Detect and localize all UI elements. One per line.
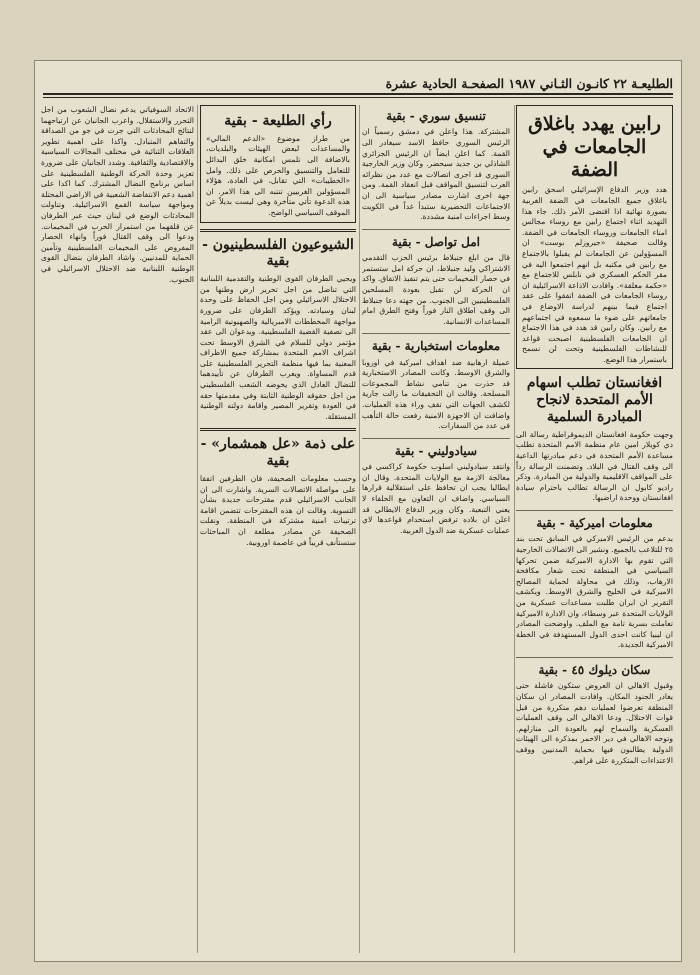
divider	[362, 333, 510, 334]
column-2	[362, 105, 510, 953]
header-rule	[43, 97, 673, 98]
continuation-body: الاتحاد السوفياتي يدعم نضال الشعوب من اجل التحرر والاستقلال. واعرب الجانبان عن ارتياحهما لنتائج المحادثات التي جرت في جو من الصداقة والتفاهم المتبادل. واكدا على اهمية تطوير العلاقات الثنائية في مختلف المجالات السياسية والاقتصادية والثقافية. وشدد الجانبان على ضرورة تعزيز وحدة الحركة الوطنية الفلسطينية على اساس برنامج النضال المشترك. كما اكدا على اهمية دعم الانتفاضة الشعبية في الاراضي المحتلة ومواجهة سياسة القمع الاسرائيلية. وتناولت المحادثات الوضع في لبنان حيث عبر الطرفان عن قلقهما من استمرار الحرب في المخيمات. ودعوا الى وقف القتال فوراً وانهاء الحصار المفروض على المخيمات الفلسطينية وتأمين الحماية للمدنيين. واشاد الطرفان بنضال القوى الوطنية اللبنانية ضد الاحتلال الاسرائيلي في الجنوب.	[41, 105, 194, 284]
communists-body: ويحيي الطرفان القوى الوطنية والتقدمية اللبنانية التي تناضل من اجل تحرير ارض وطنها من الاحتلال الاسرائيلي ومن اجل الحفاظ على وحدة لبنان وسيادته. ويؤكد الطرفان على ضرورة مواجهة المخططات الامبريالية والصهيونية الرامية الى تصفية القضية الفلسطينية. ويدعوان الى عقد مؤتمر دولي للسلام في الشرق الاوسط تحت اشراف الامم المتحدة بمشاركة جميع الاطراف المعنية بما فيها منظمة التحرير الفلسطينية على قدم المساواة. ويعرب الطرفان عن تأييدهما للنضال العادل الذي يخوضه الشعب الفلسطيني من اجل حقوقه الوطنية الثابتة وفي مقدمتها حقه في العودة وتقرير المصير واقامة دولته الوطنية المستقلة.	[200, 274, 356, 421]
amal-article	[362, 235, 510, 328]
divider	[516, 510, 673, 511]
residents-headline: سكان ديلوك ٤٥ - بقية	[538, 662, 651, 677]
spadolini-headline: سيادوليني - بقية	[394, 443, 478, 458]
lead-article	[516, 105, 673, 369]
residents-article	[516, 663, 673, 766]
editorial-headline: رأي الطليعة - بقية	[224, 113, 332, 129]
communists-article	[200, 237, 356, 423]
syria-headline: تنسيق سوري - بقية	[386, 109, 486, 123]
divider	[362, 229, 510, 230]
column-4	[41, 105, 194, 953]
us-info-body: بدعم من الرئيس الاميركي في السابق تحت بند ٢٥ للتلاعب بالجميع. ونشير الى الاتصالات الخارجية التي تقوم بها الادارة الاميركية ضمن تحركها السياسي في المنطقة تحت شعار مكافحة الارهاب، وذلك في محاولة لحماية المصالح الاميركية في الخليج والشرق الاوسط. ويكشف التقرير ان ايران طلبت مساعدات عسكرية من الولايات المتحدة عبر وسطاء، وان الادارة الاميركية تعاملت بسرية تامة مع الملف. واوضحت المصادر ان ليبيا كانت احدى الدول المستهدفة في الخطة الاميركية الجديدة.	[516, 534, 673, 650]
editorial-box	[200, 105, 356, 223]
page-header	[43, 73, 673, 95]
al-hamishmar-article	[200, 436, 356, 548]
newspaper-page	[34, 60, 682, 962]
column-divider	[514, 105, 515, 953]
divider	[200, 428, 356, 431]
afghanistan-headline: افغانستان تطلب اسهام الأمم المتحدة لانجاح المبادرة السلمية	[526, 375, 663, 426]
afghanistan-body: وجهت حكومة افغانستان الديموقراطية رسالة الى دي كويلار امين عام منظمة الامم المتحدة تطلب مساعدة الأمم المتحدة في دعم مبادرتها الداعية الى وقف القتال في البلاد. وتضمنت الرسالة رداً على المواقف الاقليمية والدولية من المبادرة. وذكر راديو كابول ان الرسالة تطالب باحترام سيادة افغانستان ووحدة اراضيها.	[516, 429, 673, 503]
us-info-article	[516, 516, 673, 651]
lead-body: هدد وزير الدفاع الإسرائيلي اسحق رابين باغلاق جميع الجامعات في الضفة الغربية بصورة نهائية اذا اقتضى الأمر ذلك. جاء هذا التهديد اثناء اجتماع رابين مع روساء مجالس امناء الجامعات وروساء الجامعات في الضفة. وقالت صحيفة «جيروزلم بوست» ان المسؤولين عن الجامعات لم يقبلوا بالاجتماع مع رابين في مكتبه بل انهم اجتمعوا اليه في مقر الحكم العسكري في نابلس للاجتماع مع «حكمة مغلقة». وافادت الاذاعة الاسرائيلية ان روساء الجامعات في الضفة اتفقوا على عقد اجتماع فيما بينهم لدراسة الاوضاع في جامعاتهم على ضوء ما سمعوه في اجتماعهم مع رابين. وكان رابين قد هدد في هذا الاجتماع ان الجامعات الفلسطينية اصبحت قواعد للنشاطات الفلسطينية وتحت لن نسمح باستمرار هذا الوضع.	[522, 185, 667, 364]
column-1	[516, 105, 673, 953]
intel-headline: معلومات استخبارية - بقية	[371, 339, 501, 354]
intel-body: عميلة ارهابية ضد اهداف اميركية في اوروبا والشرق الاوسط. وكانت المصادر الاستخبارية قد حذرت من تنامي نشاط المجموعات المسلحة. وقالت ان التحقيقات ما زالت جارية لكشف الجهات التي تقف وراء هذه العمليات. واضافت ان الاجهزة الامنية رفعت حالة التأهب في عدد من السفارات.	[362, 357, 510, 431]
divider	[200, 229, 356, 232]
residents-body: وقبول الاهالي ان العروض ستكون فاشلة حتى يغادر الجنود المكان. وافادت المصادر ان سكان المنطقة تعرضوا لعمليات دهم متكررة من قبل قوات الاحتلال. ودعا الاهالي الى وقف العمليات العسكرية والسماح لهم بالعودة الى منازلهم. وتوجه الاهالي في دير الاحمر بمذكرة الى الهيئات الدولية يطالبون فيها بحماية المدنيين ووقف الاعتداءات المتكررة على قراهم.	[516, 681, 673, 765]
amal-headline: امل تواصل - بقية	[392, 234, 480, 249]
masthead: الطليعـة ٢٢ كانـون الثـاني ١٩٨٧ الصفحـة الحادية عشرة	[385, 75, 673, 91]
editorial-body: من طراز موضوع «الدعم المالي» والمساعدات لبعض الهيئات والبلديات، بالاضافة الى تلمس امكانية خلق البدائل للتعامل والتنسيق والحرص على ذلك. وامل «الخطيبات» التي تقابل، في العادة، هؤلاء المسؤولين الغربيين تنتبه الى هذا الامر. ان هذه الدعوة تأتي متأخرة وهي ليست بديلاً عن الموقف السياسي الواضح.	[206, 133, 350, 217]
al-hamishmar-body: وحسب معلومات الصحيفة، فان الطرفين اتفقا على مواصلة الاتصالات السرية. واشارت الى ان الجانب الاسرائيلي قدم مقترحات جديدة بشأن التسوية. وقالت ان هذه المقترحات تتضمن اقامة ترتيبات امنية مشتركة في المنطقة. ونقلت الصحيفة عن مصادر مطلعة ان المباحثات ستستأنف قريباً في عاصمة اوروبية.	[200, 474, 356, 547]
communists-headline: الشيوعيون الفلسطينيون - بقية	[202, 236, 354, 270]
divider	[516, 657, 673, 658]
intel-article	[362, 339, 510, 432]
divider	[362, 438, 510, 439]
spadolini-article	[362, 444, 510, 537]
al-hamishmar-headline: على ذمة «عل همشمار» - بقية	[200, 436, 356, 470]
syria-body: المشتركة. هذا واعلن في دمشق رسمياً ان الرئيس السوري حافظ الاسد سيغادر الى القمة. كما اعلن ايضاً ان الرئيس الجزائري الشاذلي بن جديد سيحضر. وكان وزير الخارجية السوري قد اجرى اتصالات مع عدد من نظرائه العرب لتنسيق المواقف قبل انعقاد القمة. ومن جهة اخرى اشارت مصادر سياسية الى ان الاجتماعات التحضيرية ستبدأ غداً في الكويت وسط اجراءات امنية مشددة.	[362, 127, 510, 222]
spadolini-body: وانتقد سيادوليني اسلوب حكومة كراكسي في معالجة الازمة مع الولايات المتحدة. وقال ان ايطاليا يجب ان تحافظ على استقلالية قرارها السياسي. واضاف ان التعاون مع الحلفاء لا يعني التبعية. وكان وزير الدفاع الايطالي قد اعلن ان بلاده ترفض استخدام قواعدها لاي عمليات عسكرية ضد الدول العربية.	[362, 462, 510, 535]
amal-body: قال من ابلغ جنبلاط برئيس الحزب التقدمي الاشتراكي وليد جنبلاط، ان حركة امل ستستمر في حصار المخيمات حتى يتم تنفيذ الاتفاق. واكد ان الحركة لن تقبل بعودة المسلحين الفلسطينيين الى الجنوب. من جهته دعا جنبلاط الى وقف اطلاق النار فوراً وفتح الطرق امام المساعدات الانسانية.	[362, 253, 510, 326]
lead-headline: رابين يهدد باغلاق الجامعات في الضفة	[528, 113, 661, 181]
us-info-headline: معلومات اميركية - بقية	[536, 516, 653, 531]
column-divider	[359, 105, 360, 953]
column-divider	[197, 105, 198, 953]
syria-article	[362, 109, 510, 223]
afghanistan-article	[516, 375, 673, 504]
column-3	[200, 105, 356, 953]
